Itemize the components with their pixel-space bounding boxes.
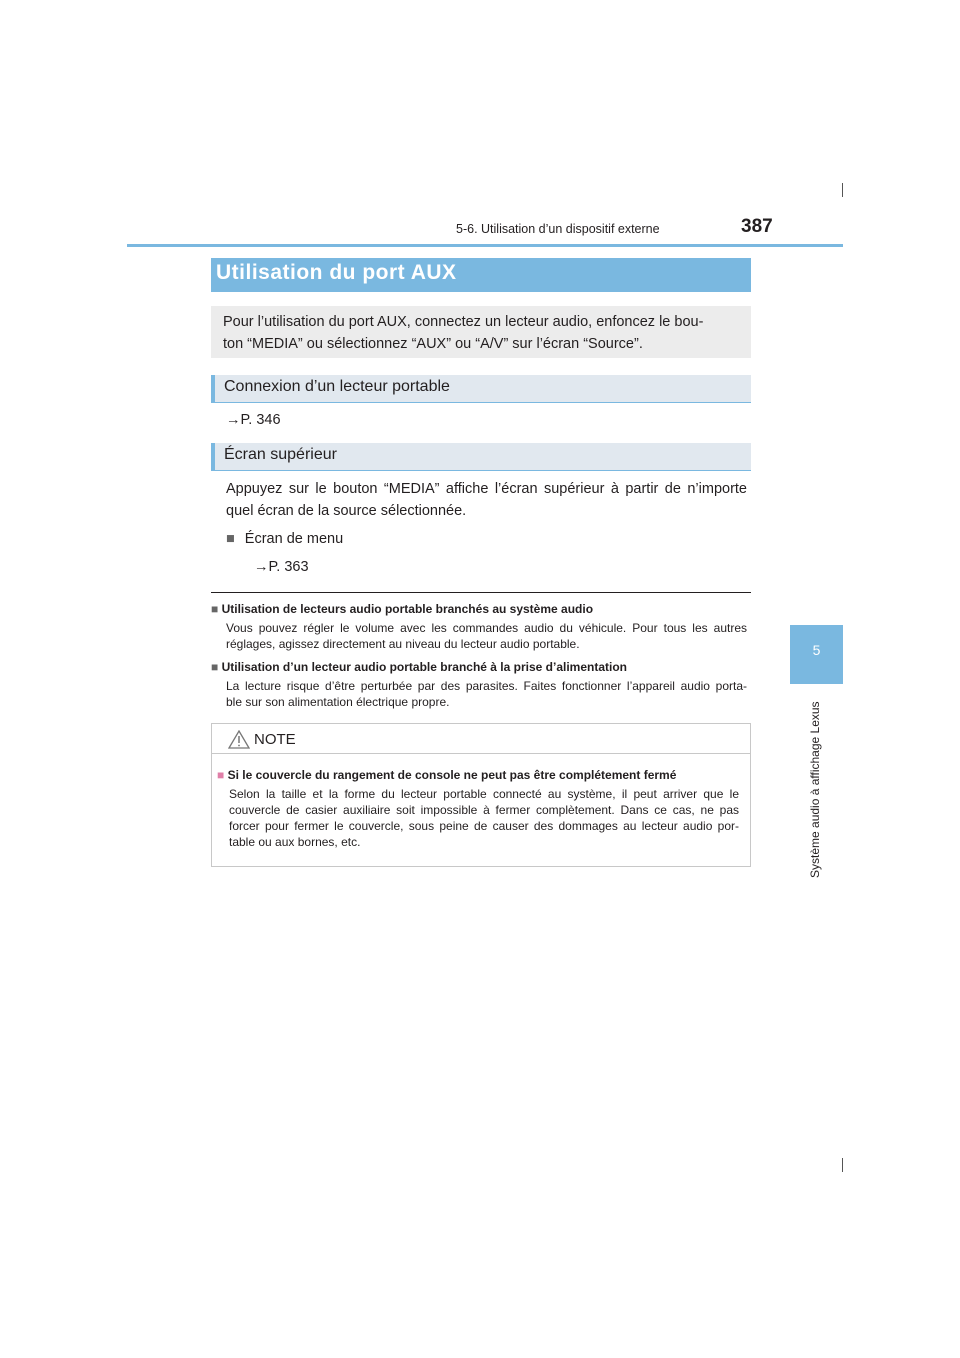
- note-item: [211, 660, 751, 710]
- divider: [211, 592, 751, 593]
- note-item: [211, 602, 751, 652]
- square-bullet-icon: ■: [217, 768, 225, 782]
- section-title: Utilisation du port AUX: [216, 261, 457, 284]
- subheading-ecran-superieur-text: Écran supérieur: [224, 446, 337, 463]
- note-box: [211, 723, 751, 867]
- header-rule: [127, 244, 843, 247]
- paragraph-line-2: quel écran de la source sélectionnée.: [226, 503, 467, 519]
- note-box-content: [217, 768, 743, 850]
- intro-line-2: ton “MEDIA” ou sélectionnez “AUX” ou “A/V” sur l’écran “Source”.: [223, 336, 643, 352]
- note-line-1: La lecture risque d’être perturbée par des parasites. Faites fonctionner l’appareil audio porta-: [226, 679, 747, 693]
- square-bullet-icon: ■: [211, 660, 219, 674]
- crop-mark-bottom: [842, 1158, 843, 1172]
- subheading-connexion: [211, 375, 751, 403]
- note-box-line-1: Selon la taille et la forme du lecteur portable connecté au système, il peut arriver que le: [229, 787, 739, 801]
- reference-link[interactable]: →P. 363: [254, 559, 309, 575]
- square-bullet-icon: ■: [226, 531, 235, 547]
- note-line-2: réglages, agissez directement au niveau du lecteur audio portable.: [226, 637, 580, 651]
- subheading-connexion-text: Connexion d’un lecteur portable: [224, 378, 450, 395]
- note-title: Utilisation d’un lecteur audio portable branché à la prise d’alimentation: [221, 660, 627, 674]
- note-box-line-4: table ou aux bornes, etc.: [229, 835, 361, 849]
- note-box-header: [212, 724, 750, 754]
- subitem-title: Écran de menu: [244, 531, 344, 547]
- page-number: 387: [741, 216, 773, 237]
- reference-link[interactable]: →P. 346: [226, 412, 281, 428]
- note-line-2: ble sur son alimentation électrique propre.: [226, 695, 450, 709]
- square-bullet-icon: ■: [211, 602, 219, 616]
- chapter-label-text: Système audio à affichage Lexus: [808, 701, 822, 878]
- note-line-1: Vous pouvez régler le volume avec les commandes audio du véhicule. Pour tous les autres: [226, 621, 747, 635]
- note-box-line-2: couvercle de casier auxiliaire soit impossible à fermer complètement. Dans ce cas, ne pas: [229, 803, 739, 817]
- chapter-label: [806, 690, 830, 880]
- section-title-bar: [211, 258, 751, 292]
- note-box-line-3: forcer pour fermer le couvercle, sous peine de causer des dommages au lecteur audio por-: [229, 819, 739, 833]
- note-box-title: Si le couvercle du rangement de console ne peut pas être complétement fermé: [227, 768, 677, 782]
- chapter-tab: 5: [790, 625, 843, 684]
- intro-line-1: Pour l’utilisation du port AUX, connectez un lecteur audio, enfoncez le bou-: [223, 314, 704, 330]
- note-label: NOTE: [254, 731, 296, 748]
- subitem-ecran-de-menu: [226, 528, 343, 550]
- header-section-title: 5-6. Utilisation d’un dispositif externe: [456, 222, 660, 236]
- warning-triangle-icon: [228, 730, 250, 749]
- intro-box: [211, 306, 751, 358]
- crop-mark-top: [842, 183, 843, 197]
- paragraph-line-1: Appuyez sur le bouton “MEDIA” affiche l’écran supérieur à partir de n’importe: [226, 481, 747, 497]
- note-title: Utilisation de lecteurs audio portable branchés au système audio: [221, 602, 594, 616]
- subheading-ecran-superieur: [211, 443, 751, 471]
